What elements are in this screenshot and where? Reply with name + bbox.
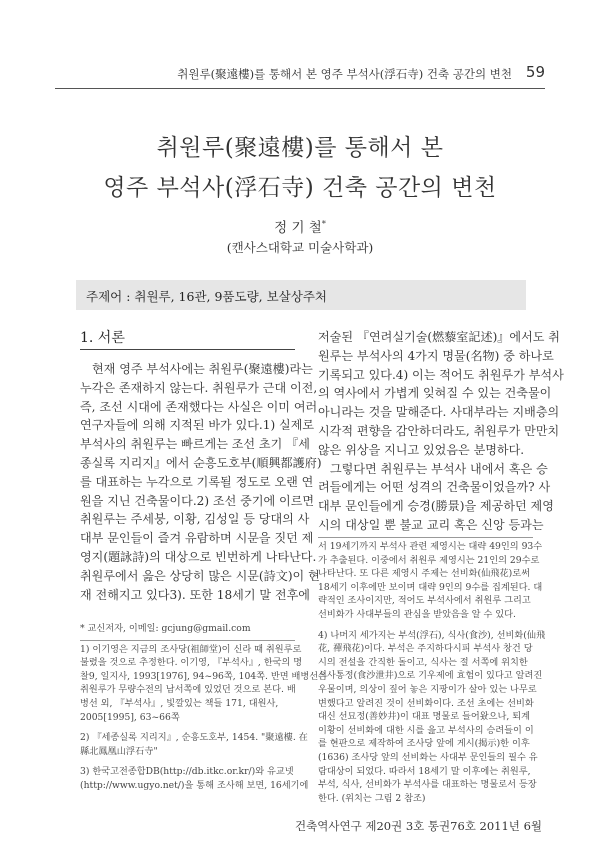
title-line-1: 취원루(聚遠樓)를 통해서 본 bbox=[156, 135, 444, 161]
body-line: 현재 영주 부석사에는 취원루(聚遠樓)라는 bbox=[92, 362, 313, 376]
page-number: 59 bbox=[525, 63, 545, 81]
footnote-line: 2005[1995], 63~66쪽 bbox=[80, 711, 180, 723]
body-line: 누각은 존재하지 않는다. 취원루가 근대 이전, bbox=[80, 380, 318, 395]
running-header-title: 취원루(聚遠樓)를 통해서 본 영주 부석사(浮石寺) 건축 공간의 변천 bbox=[177, 67, 512, 81]
footnote-line: 변했다고 알려진 것이 선비화이다. 조선 초에는 선비화 bbox=[318, 697, 534, 709]
footnote-line: 1) 이기영은 지금의 조사당(祖師堂)이 신라 때 취원루로 bbox=[80, 643, 302, 655]
body-line: 부석사의 취원루는 빠르게는 조선 초기 『세 bbox=[80, 437, 310, 452]
body-line: 려들에게는 어떤 성격의 건축물이었을까? 사 bbox=[318, 480, 551, 495]
body-line: 아니라는 것을 말해준다. 사대부라는 지배층의 bbox=[318, 405, 560, 420]
body-line: 대부 문인들이 즐겨 유람하며 시문을 짓던 제 bbox=[80, 531, 314, 546]
body-line: 영지(題詠詩)의 대상으로 빈번하게 나타난다. bbox=[80, 549, 317, 564]
body-line: 시각적 편향을 감안하더라도, 취원루가 만만치 bbox=[318, 423, 560, 438]
footnote-line: 2) 『세종실록 지리지』, 순흥도호부, 1454. "聚遠樓. 在 bbox=[80, 732, 308, 744]
footnote bbox=[80, 622, 295, 636]
footnote-line: 花, 禪飛花)이다. 부석은 주지하다시피 부석사 창건 당 bbox=[318, 643, 533, 655]
right-column-body bbox=[318, 328, 564, 535]
footnote-line: (http://www.ugyo.net/)을 통해 조사해 보면, 16세기에 bbox=[80, 779, 309, 791]
footnote-line: 병선 외, 『부석사』, 빛깔있는 책들 171, 대원사, bbox=[80, 697, 279, 709]
body-line: 취원루에서 읊은 상당히 많은 시문(詩文)이 현 bbox=[80, 568, 320, 583]
paper-title bbox=[55, 128, 545, 208]
body-line: 원을 지닌 건축물이다.2) 조선 중기에 이르면 bbox=[80, 493, 315, 508]
author-mark: * bbox=[321, 219, 326, 229]
footnote-line: 한다. (위치는 그림 2 참조) bbox=[318, 792, 426, 804]
keywords: 주제어 : 취원루, 16관, 9품도량, 보살상주처 bbox=[86, 289, 327, 304]
footnote-line: 부석, 식사, 선비화가 부석사를 대표하는 명물로서 등장 bbox=[318, 779, 537, 791]
footnote-line: 나타난다. 또 다른 제영시 주제는 선비화(仙飛花)로써 bbox=[318, 568, 531, 580]
footnote-line: 람대상이 되었다. 따라서 18세기 말 이후에는 취원루, bbox=[318, 765, 531, 777]
author bbox=[55, 216, 545, 236]
body-line: 를 대표하는 누각으로 기록될 정도로 오랜 연 bbox=[80, 474, 314, 489]
footnote-line: 18세기 이후에만 보이며 대략 9인의 9수를 집계된다. 대 bbox=[318, 581, 543, 593]
footnote-line: 縣北鳳凰山浮石寺" bbox=[80, 745, 158, 757]
footnotes-right bbox=[318, 540, 546, 812]
footnote-line: 이황이 선비화에 대한 시를 읊고 부석사의 승려들이 이 bbox=[318, 724, 534, 736]
footnote bbox=[318, 629, 546, 806]
body-line: 원루는 부석사의 4가지 명물(名物) 중 하나로 bbox=[318, 348, 554, 363]
footnote-line: 선비화가 사대부들의 관심을 받았음을 알 수 있다. bbox=[318, 608, 516, 620]
body-line: 즉, 조선 시대에 존재했다는 사실은 이미 여러 bbox=[80, 399, 318, 414]
section-heading: 1. 서론 bbox=[80, 330, 125, 346]
footnote-line: 불렸을 것으로 추정한다. 이기영, 『부석사』, 한국의 명 bbox=[80, 657, 303, 669]
body-line: 않은 위상을 지니고 있었음은 분명하다. bbox=[318, 442, 525, 457]
body-line: 연구자들에 의해 지적된 바가 있다.1) 실제로 bbox=[80, 418, 315, 433]
section-rule bbox=[80, 349, 295, 350]
body-line: 종실록 지리지』에서 순흥도호부(順興都護府) bbox=[80, 455, 322, 470]
body-line: 시의 대상일 뿐 불교 교리 혹은 신앙 등과는 bbox=[318, 517, 544, 532]
title-line-2: 영주 부석사(浮石寺) 건축 공간의 변천 bbox=[103, 175, 497, 201]
affiliation: (캔사스대학교 미술사학과) bbox=[226, 240, 374, 255]
footnote-line: 4) 나머지 세가지는 부석(浮石), 식사(食沙), 선비화(仙飛 bbox=[318, 629, 546, 641]
running-footer: 건축역사연구 제20권 3호 통권76호 2011년 6월 bbox=[295, 819, 542, 833]
footnote-line: 찰9, 일지사, 1993[1976], 94~96쪽, 104쪽. 반면 배병선은 bbox=[80, 670, 328, 682]
footnote-line: (1636) 조사당 앞의 선비화는 사대부 문인들의 필수 유 bbox=[318, 751, 538, 763]
running-header bbox=[0, 60, 600, 86]
footnote-line: 식사통정(食沙泄井)으로 기우제에 효험이 있다고 알려진 bbox=[318, 670, 543, 682]
author-name: 정 기 철 bbox=[274, 220, 322, 236]
footnote-line: 시의 전설을 간직한 돌이고, 식사는 절 서쪽에 위치한 bbox=[318, 656, 528, 668]
footnote-line: 우물이며, 의상이 짚어 놓은 지팡이가 살아 있는 나무로 bbox=[318, 683, 537, 695]
body-line: 의 역사에서 가볍게 잊혀질 수 있는 건축물이 bbox=[318, 386, 552, 401]
body-line: 취원루는 주세붕, 이황, 김성일 등 당대의 사 bbox=[80, 512, 310, 527]
footnote-divider-right bbox=[318, 537, 533, 538]
footnote-line: 략적인 조사이지만, 적어도 부석사에서 취원루 그리고 bbox=[318, 595, 531, 607]
footnote-line: 가 추출된다. 이중에서 취원루 제영시는 21인의 29수로 bbox=[318, 554, 540, 566]
left-column-body bbox=[80, 360, 322, 604]
footnote-line: 서 19세기까지 부석사 관련 제영시는 대략 49인의 93수 bbox=[318, 541, 543, 552]
footnote-line: 3) 한국고전종합DB(http://db.itkc.or.kr/)와 유교넷 bbox=[80, 766, 294, 778]
footnote-line: * 교신저자, 이메일: gcjung@gmail.com bbox=[80, 623, 251, 634]
body-line: 기록되고 있다.4) 이는 적어도 취원루가 부석사 bbox=[318, 367, 564, 382]
header-rule bbox=[55, 88, 545, 89]
footnote bbox=[80, 643, 328, 725]
footnote-line: 대신 선묘정(善妙井)이 대표 명물로 들어왔으나, 퇴계 bbox=[318, 711, 531, 723]
body-line: 저술된 『연려실기술(燃藜室記述)』에서도 취 bbox=[318, 330, 560, 344]
body-line: 대부 문인들에게 승경(勝景)을 제공하던 제영 bbox=[318, 499, 554, 514]
footnote-line: 를 현판으로 제작하여 조사당 앞에 게시(揭示)한 이후 bbox=[318, 738, 530, 750]
body-line: 그렇다면 취원루는 부석사 내에서 혹은 승 bbox=[330, 461, 548, 476]
footnote bbox=[80, 731, 308, 758]
footnote-line: 취원루가 무량수전의 남서쪽에 있었던 것으로 본다. 배 bbox=[80, 684, 296, 696]
keyword-box bbox=[76, 280, 526, 310]
footnotes-left bbox=[80, 622, 328, 800]
body-line: 재 전해지고 있다3). 또한 18세기 말 전후에 bbox=[80, 587, 310, 602]
footnote bbox=[80, 765, 309, 792]
footnote bbox=[318, 540, 543, 622]
